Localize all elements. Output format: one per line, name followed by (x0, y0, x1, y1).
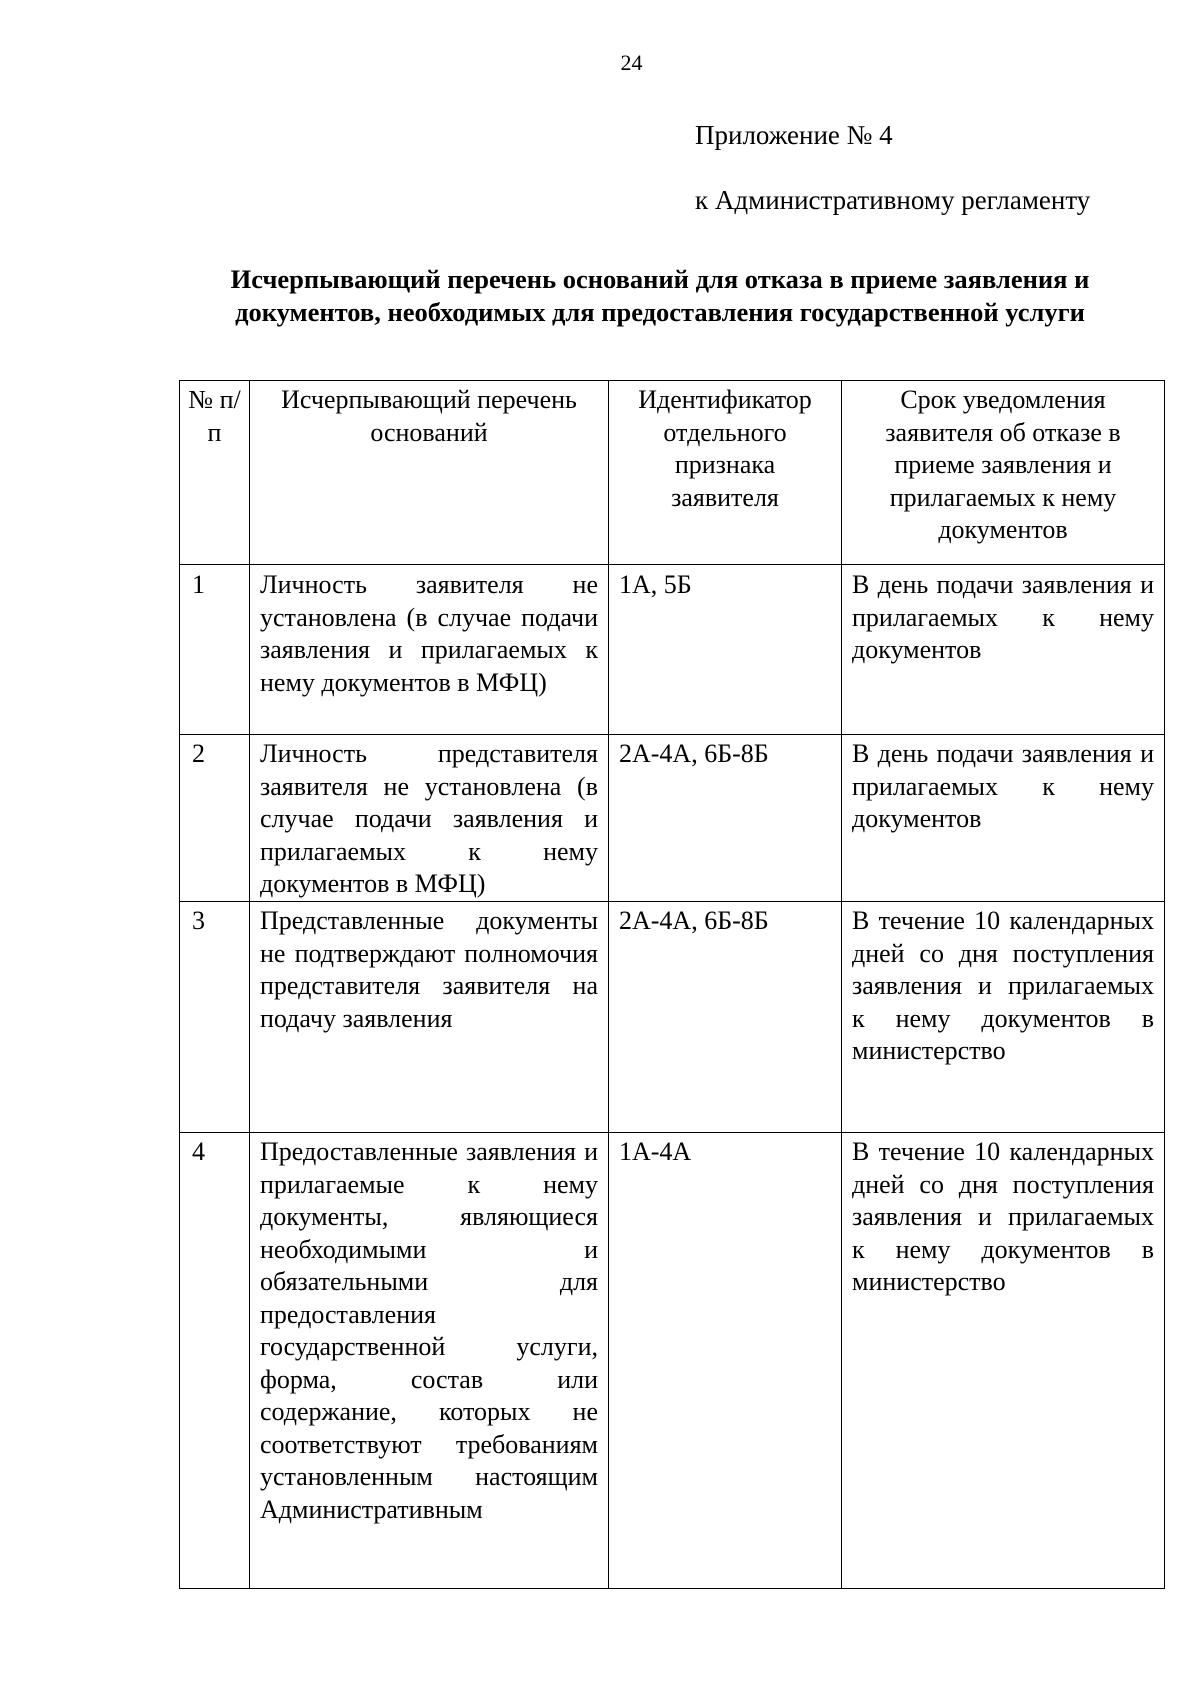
row-ground: Предоставленные заявления и прилагаемые к нему документы, являющиеся необходимыми и обязательными для предоставления государственной услуги, форма, состав или содержание, которых не соответствуют требованиям установленным настоящим Административным (250, 1133, 609, 1589)
row-identifier: 2А-4А, 6Б-8Б (609, 902, 842, 1133)
reglament-reference: к Административному регламенту (695, 185, 1091, 215)
row-term: В течение 10 календарных дней со дня поступления заявления и прилагаемых к нему документов в министерство (842, 902, 1165, 1133)
refusal-grounds-table (179, 380, 1165, 1589)
row-identifier: 1А-4А (609, 1133, 842, 1589)
table-row (180, 902, 1165, 1133)
header-number: № п/п (180, 381, 250, 565)
row-number: 2 (180, 735, 250, 902)
table-row (180, 735, 1165, 902)
appendix-label: Приложение № 4 (695, 120, 893, 150)
row-number: 4 (180, 1133, 250, 1589)
document-title: Исчерпывающий перечень оснований для отказа в приеме заявления и документов, необходимых для предоставления государственной услуги (230, 264, 1090, 327)
row-ground: Личность заявителя не установлена (в случае подачи заявления и прилагаемых к нему документов в МФЦ) (250, 565, 609, 735)
header-notification-term: Срок уведомления заявителя об отказе в приеме заявления и прилагаемых к нему документов (842, 381, 1165, 565)
table-header-row (180, 381, 1165, 565)
row-number: 1 (180, 565, 250, 735)
page-number: 24 (620, 50, 643, 75)
header-identifier: Идентификатор отдельного признака заявителя (609, 381, 842, 565)
row-ground: Личность представителя заявителя не установлена (в случае подачи заявления и прилагаемых к нему документов в МФЦ) (250, 735, 609, 902)
table-row (180, 1133, 1165, 1589)
row-term: В течение 10 календарных дней со дня поступления заявления и прилагаемых к нему документов в министерство (842, 1133, 1165, 1589)
header-grounds: Исчерпывающий перечень оснований (250, 381, 609, 565)
table-row (180, 565, 1165, 735)
row-identifier: 1А, 5Б (609, 565, 842, 735)
row-term: В день подачи заявления и прилагаемых к нему документов (842, 565, 1165, 735)
row-number: 3 (180, 902, 250, 1133)
row-identifier: 2А-4А, 6Б-8Б (609, 735, 842, 902)
row-term: В день подачи заявления и прилагаемых к нему документов (842, 735, 1165, 902)
row-ground: Представленные документы не подтверждают полномочия представителя заявителя на подачу заявления (250, 902, 609, 1133)
